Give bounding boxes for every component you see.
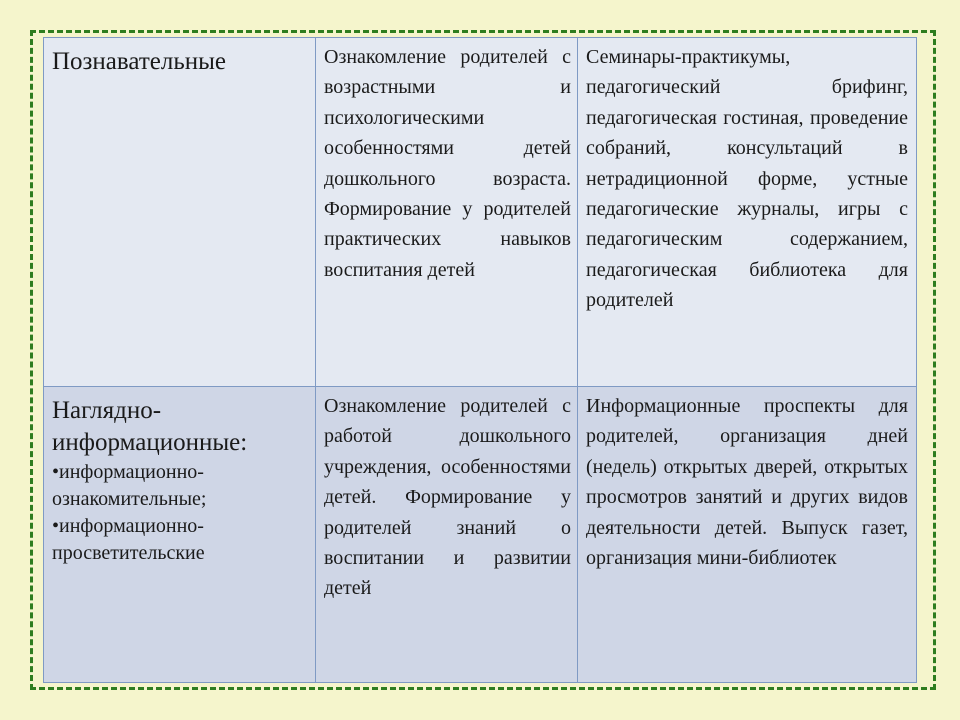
forms-text: Семинары-практикумы, педагогический брифинг, педагогическая гостиная, проведение собраний, консультаций в нетрадиционной форме, устные педагогические журналы, игры с педагогическим содержанием, педагогическая библиотека для родителей bbox=[586, 46, 908, 312]
category-label: Познавательные bbox=[52, 48, 226, 75]
forms-cell bbox=[578, 387, 917, 683]
forms-cell bbox=[578, 38, 917, 387]
table-row bbox=[44, 387, 917, 683]
subitem-informational-educational: •информационно-просветительские bbox=[52, 515, 205, 564]
category-label-line2: информационные: bbox=[52, 429, 248, 456]
purpose-cell bbox=[316, 387, 578, 683]
purpose-text: Ознакомление родителей с возрастными и психологическими особенностями детей дошкольного возраста. Формирование у родителей практических навыков воспитания детей bbox=[324, 46, 571, 281]
category-subitems bbox=[52, 459, 309, 567]
category-cell bbox=[44, 38, 316, 387]
forms-text: Информационные проспекты для родителей, организация дней (недель) открытых дверей, открытых просмотров занятий и других видов деятельности детей. Выпуск газет, организация мини-библиотек bbox=[586, 395, 908, 570]
forms-table bbox=[43, 37, 917, 683]
subitem-informational-introductory: •информационно-ознакомительные; bbox=[52, 461, 207, 510]
category-label-line1: Наглядно- bbox=[52, 397, 162, 424]
purpose-cell bbox=[316, 38, 578, 387]
table-row bbox=[44, 38, 917, 387]
category-cell bbox=[44, 387, 316, 683]
purpose-text: Ознакомление родителей с работой дошкольного учреждения, особенностями детей. Формирование у родителей знаний о воспитании и развитии детей bbox=[324, 395, 571, 600]
